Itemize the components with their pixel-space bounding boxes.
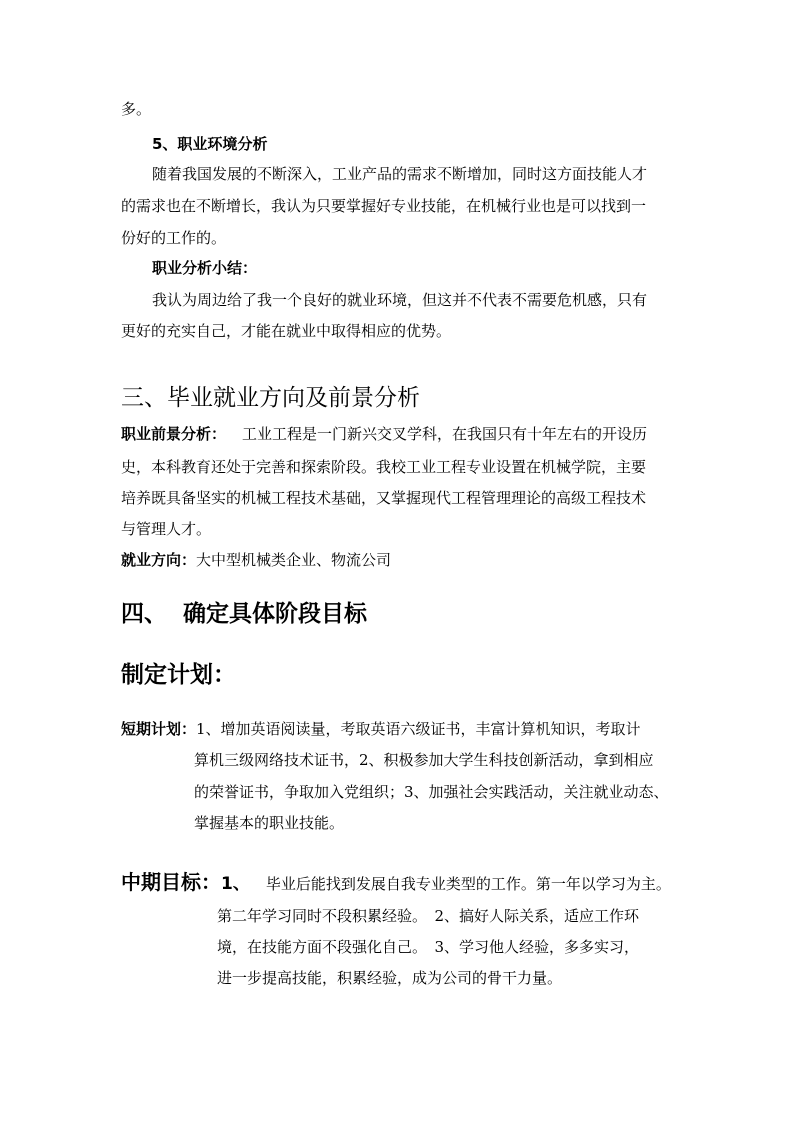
mid-term-number: 1、 (221, 874, 250, 894)
paragraph-line: 算机三级网络技术证书，2、积极参加大学生科技创新活动，拿到相应 (194, 751, 654, 769)
paragraph-line: 与管理人才。 (121, 520, 212, 538)
section-3-heading: 三、毕业就业方向及前景分析 (121, 385, 420, 411)
paragraph-line: 份好的工作的。 (121, 229, 227, 247)
paragraph-line: 掌握基本的职业技能。 (194, 814, 345, 832)
prospect-text: 工业工程是一门新兴交叉学科，在我国只有十年左右的开设历 (242, 425, 648, 443)
paragraph-line: 的荣誉证书，争取加入党组织；3、加强社会实践活动，关注就业动态、 (194, 783, 669, 801)
short-term-label: 短期计划： (121, 720, 197, 738)
direction-line (121, 550, 391, 570)
paragraph-line: 第二年学习同时不段积累经验。 2、搞好人际关系，适应工作环 (217, 907, 640, 925)
mid-term-text: 毕业后能找到发展自我专业类型的工作。第一年以学习为主。 (265, 875, 671, 893)
plan-heading: 制定计划： (121, 662, 236, 688)
paragraph-line: 的需求也在不断增长，我认为只要掌握好专业技能，在机械行业也是可以找到一 (121, 197, 647, 215)
career-summary-title: 职业分析小结： (152, 259, 258, 277)
section-5-title: 5、职业环境分析 (152, 135, 268, 153)
section-4-title: 确定具体阶段目标 (183, 601, 367, 627)
section-4-number: 四、 (121, 601, 167, 627)
prospect-line (121, 424, 647, 444)
short-term-first-line (121, 719, 641, 739)
section-4-heading (121, 599, 367, 629)
prospect-label: 职业前景分析： (121, 425, 227, 443)
paragraph-line: 史，本科教育还处于完善和探索阶段。我校工业工程专业设置在机械学院，主要 (121, 458, 647, 476)
short-term-text: 1、增加英语阅读量，考取英语六级证书，丰富计算机知识，考取计 (196, 720, 641, 738)
paragraph-line: 随着我国发展的不断深入，工业产品的需求不断增加，同时这方面技能人才 (152, 165, 648, 183)
direction-label: 就业方向： (121, 551, 197, 569)
paragraph-line: 我认为周边给了我一个良好的就业环境，但这并不代表不需要危机感，只有 (152, 291, 648, 309)
direction-text: 大中型机械类企业、物流公司 (196, 551, 392, 569)
mid-term-first-line (121, 870, 671, 896)
paragraph-line: 进一步提高技能，积累经验，成为公司的骨干力量。 (217, 969, 563, 987)
mid-term-label: 中期目标： (121, 870, 221, 894)
paragraph-line: 培养既具备坚实的机械工程技术基础，又掌握现代工程管理理论的高级工程技术 (121, 489, 647, 507)
paragraph-line: 更好的充实自己，才能在就业中取得相应的优势。 (121, 322, 452, 340)
paragraph-line: 境，在技能方面不段强化自己。 3、学习他人经验，多多实习， (217, 938, 640, 956)
continued-text: 多。 (121, 100, 152, 118)
